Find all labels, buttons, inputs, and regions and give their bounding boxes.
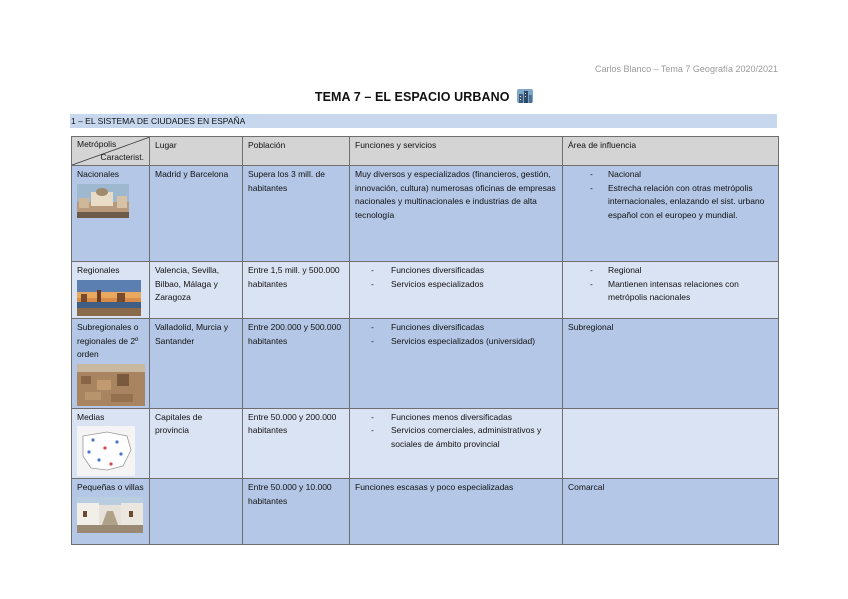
corner-header-cell: [72, 137, 150, 166]
row-label-cell: [72, 408, 150, 479]
madrid-photo-image: [77, 184, 129, 218]
funciones-cell: [350, 319, 563, 409]
page-title: [0, 89, 848, 106]
funciones-cell: Muy diversos y especializados (financieros, gestión, innovación, cultura) numerosas oficinas de empresas nacionales y multinacionales e industrias de alta tecnología: [350, 166, 563, 262]
list-item: - Funciones menos diversificadas: [355, 411, 557, 425]
village-street-photo-image: [77, 497, 143, 533]
row-label: Nacionales: [77, 169, 120, 179]
list-item: - Estrecha relación con otras metrópolis internacionales, enlazando el sist. urbano español con el europeo y mundial.: [568, 182, 773, 223]
column-header-lugar: Lugar: [150, 137, 243, 166]
poblacion-cell: Entre 50.000 y 200.000 habitantes: [243, 408, 350, 479]
page-title-text: TEMA 7 – EL ESPACIO URBANO: [314, 90, 510, 104]
row-label-cell: [72, 479, 150, 545]
corner-label-top: Metrópolis: [77, 139, 117, 149]
list-item: - Servicios comerciales, administrativos y sociales de ámbito provincial: [355, 424, 557, 451]
poblacion-cell: Entre 200.000 y 500.000 habitantes: [243, 319, 350, 409]
funciones-cell: [350, 262, 563, 319]
table-row: [72, 479, 779, 545]
list-item: - Mantienen intensas relaciones con metrópolis nacionales: [568, 278, 773, 305]
row-label: Pequeñas o villas: [77, 482, 144, 492]
area-cell: Comarcal: [563, 479, 779, 545]
row-label: Regionales: [77, 265, 120, 275]
corner-label-bottom: Caracterist.: [100, 151, 144, 162]
list-item: - Servicios especializados: [355, 278, 557, 292]
poblacion-cell: Entre 1,5 mill. y 500.000 habitantes: [243, 262, 350, 319]
city-buildings-icon: [517, 89, 533, 106]
table-row: [72, 262, 779, 319]
area-cell: [563, 408, 779, 479]
list-item: - Regional: [568, 264, 773, 278]
list-item: - Funciones diversificadas: [355, 264, 557, 278]
funciones-cell: Funciones escasas y poco especializadas: [350, 479, 563, 545]
row-label-cell: [72, 166, 150, 262]
table-header-row: [72, 137, 779, 166]
lugar-cell: [150, 479, 243, 545]
column-header-area: Área de influencia: [563, 137, 779, 166]
row-label: Subregionales o regionales de 2º orden: [77, 322, 139, 359]
subregional-city-photo-image: [77, 364, 145, 406]
column-header-poblacion: Población: [243, 137, 350, 166]
city-system-table: [71, 136, 779, 545]
funciones-cell: [350, 408, 563, 479]
row-label-cell: [72, 319, 150, 409]
regional-city-photo-image: [77, 280, 141, 316]
area-cell: [563, 262, 779, 319]
lugar-cell: Valladolid, Murcia y Santander: [150, 319, 243, 409]
table-row: [72, 408, 779, 479]
poblacion-cell: Entre 50.000 y 10.000 habitantes: [243, 479, 350, 545]
lugar-cell: Madrid y Barcelona: [150, 166, 243, 262]
column-header-funciones: Funciones y servicios: [350, 137, 563, 166]
list-item: - Servicios especializados (universidad): [355, 335, 557, 349]
area-cell: [563, 166, 779, 262]
lugar-cell: Valencia, Sevilla, Bilbao, Málaga y Zaragoza: [150, 262, 243, 319]
header-note: Carlos Blanco – Tema 7 Geografía 2020/2021: [595, 64, 778, 74]
spain-map-image: [77, 426, 135, 476]
poblacion-cell: Supera los 3 mill. de habitantes: [243, 166, 350, 262]
table-row: [72, 166, 779, 262]
table-row: [72, 319, 779, 409]
list-item: - Nacional: [568, 168, 773, 182]
area-cell: Subregional: [563, 319, 779, 409]
lugar-cell: Capitales de provincia: [150, 408, 243, 479]
section-heading: 1 – EL SISTEMA DE CIUDADES EN ESPAÑA: [70, 114, 777, 128]
list-item: - Funciones diversificadas: [355, 321, 557, 335]
row-label-cell: [72, 262, 150, 319]
row-label: Medias: [77, 411, 105, 422]
